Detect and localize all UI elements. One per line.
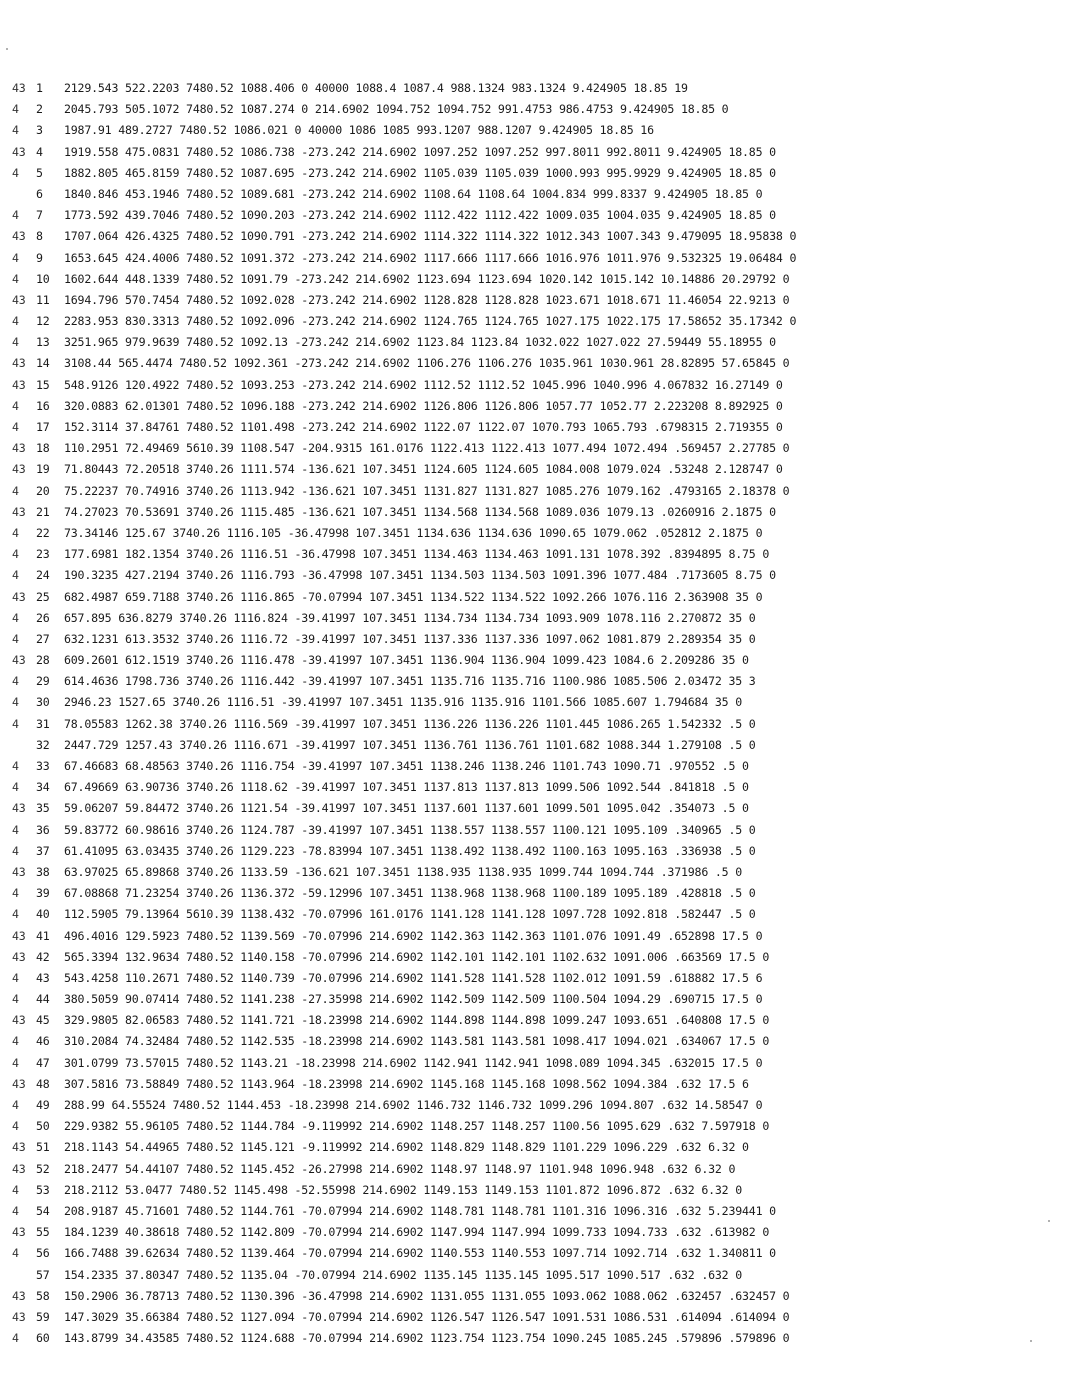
row-mark: 4 bbox=[12, 250, 19, 265]
table-row bbox=[12, 968, 1062, 989]
row-number: 19 bbox=[36, 462, 50, 477]
row-values: 3251.965 979.9639 7480.52 1092.13 -273.242 214.6902 1123.84 1123.84 1032.022 1027.022 27.59449 55.18955 0 bbox=[64, 335, 776, 350]
row-mark: 43 bbox=[12, 589, 26, 604]
table-row bbox=[12, 523, 1062, 544]
row-number: 45 bbox=[36, 1013, 50, 1028]
row-mark: 4 bbox=[12, 1182, 19, 1197]
row-mark: 4 bbox=[12, 568, 19, 583]
row-values: 73.34146 125.67 3740.26 1116.105 -36.47998 107.3451 1134.636 1134.636 1090.65 1079.062 .052812 2.1875 0 bbox=[64, 525, 763, 540]
table-row bbox=[12, 226, 1062, 247]
table-row bbox=[12, 99, 1062, 120]
row-values: 1773.592 439.7046 7480.52 1090.203 -273.242 214.6902 1112.422 1112.422 1009.035 1004.035 9.424905 18.85 0 bbox=[64, 208, 776, 223]
table-row bbox=[12, 1328, 1062, 1349]
row-number: 20 bbox=[36, 483, 50, 498]
row-mark: 43 bbox=[12, 462, 26, 477]
row-mark: 43 bbox=[12, 292, 26, 307]
row-values: 67.46683 68.48563 3740.26 1116.754 -39.41997 107.3451 1138.246 1138.246 1101.743 1090.71 .970552 .5 0 bbox=[64, 759, 749, 773]
row-mark: 4 bbox=[12, 1331, 19, 1346]
row-mark: 4 bbox=[12, 886, 19, 901]
row-number: 22 bbox=[36, 525, 50, 540]
row-mark: 4 bbox=[12, 843, 19, 858]
table-row bbox=[12, 629, 1062, 650]
row-number: 49 bbox=[36, 1098, 50, 1112]
row-mark: 4 bbox=[12, 970, 19, 985]
table-row bbox=[12, 735, 1062, 756]
row-values: 2045.793 505.1072 7480.52 1087.274 0 214.6902 1094.752 1094.752 991.4753 986.4753 9.424905 18.85 0 bbox=[64, 102, 729, 117]
row-number: 41 bbox=[36, 928, 50, 943]
row-number: 42 bbox=[36, 949, 50, 964]
row-mark: 4 bbox=[12, 314, 19, 329]
row-mark: 43 bbox=[12, 1161, 26, 1176]
row-values: 2447.729 1257.43 3740.26 1116.671 -39.41997 107.3451 1136.761 1136.761 1101.682 1088.344 1.279108 .5 0 bbox=[64, 737, 756, 752]
row-number: 26 bbox=[36, 610, 50, 625]
row-mark: 4 bbox=[12, 631, 19, 646]
row-values: 3108.44 565.4474 7480.52 1092.361 -273.242 214.6902 1106.276 1106.276 1035.961 1030.961 28.82895 57.65845 0 bbox=[64, 356, 790, 371]
row-values: 110.2951 72.49469 5610.39 1108.547 -204.9315 161.0176 1122.413 1122.413 1077.494 1072.494 .569457 2.27785 0 bbox=[64, 441, 790, 456]
row-number: 37 bbox=[36, 843, 50, 858]
row-values: 143.8799 34.43585 7480.52 1124.688 -70.07994 214.6902 1123.754 1123.754 1090.245 1085.245 .579896 .579896 0 bbox=[64, 1331, 790, 1346]
row-values: 152.3114 37.84761 7480.52 1101.498 -273.242 214.6902 1122.07 1122.07 1070.793 1065.793 .6798315 2.719355 0 bbox=[64, 420, 783, 434]
table-row bbox=[12, 1031, 1062, 1052]
row-number: 59 bbox=[36, 1309, 50, 1324]
table-row bbox=[12, 205, 1062, 226]
row-values: 112.5905 79.13964 5610.39 1138.432 -70.07996 161.0176 1141.128 1141.128 1097.728 1092.818 .582447 .5 0 bbox=[64, 907, 756, 922]
row-values: 61.41095 63.03435 3740.26 1129.223 -78.83994 107.3451 1138.492 1138.492 1100.163 1095.163 .336938 .5 0 bbox=[64, 843, 756, 858]
row-number: 40 bbox=[36, 907, 50, 922]
row-mark: 43 bbox=[12, 1288, 26, 1303]
table-row bbox=[12, 989, 1062, 1010]
row-mark: 43 bbox=[12, 653, 26, 668]
table-row bbox=[12, 248, 1062, 269]
row-values: 657.895 636.8279 3740.26 1116.824 -39.41997 107.3451 1134.734 1134.734 1093.909 1078.116 2.270872 35 0 bbox=[64, 610, 756, 625]
row-values: 190.3235 427.2194 3740.26 1116.793 -36.47998 107.3451 1134.503 1134.503 1091.396 1077.484 .7173605 8.75 0 bbox=[64, 568, 776, 583]
table-row bbox=[12, 565, 1062, 586]
row-number: 51 bbox=[36, 1140, 50, 1155]
row-values: 565.3394 132.9634 7480.52 1140.158 -70.07996 214.6902 1142.101 1142.101 1102.632 1091.006 .663569 17.5 0 bbox=[64, 949, 770, 964]
table-row bbox=[12, 671, 1062, 692]
row-values: 380.5059 90.07414 7480.52 1141.238 -27.35998 214.6902 1142.509 1142.509 1100.504 1094.29 .690715 17.5 0 bbox=[64, 992, 763, 1007]
row-number: 36 bbox=[36, 822, 50, 837]
row-values: 78.05583 1262.38 3740.26 1116.569 -39.41997 107.3451 1136.226 1136.226 1101.445 1086.265 1.542332 .5 0 bbox=[64, 716, 756, 731]
row-values: 614.4636 1798.736 3740.26 1116.442 -39.41997 107.3451 1135.716 1135.716 1100.986 1085.506 2.03472 35 3 bbox=[64, 674, 756, 689]
row-number: 39 bbox=[36, 886, 50, 901]
row-mark: 43 bbox=[12, 144, 26, 159]
row-values: 609.2601 612.1519 3740.26 1116.478 -39.41997 107.3451 1136.904 1136.904 1099.423 1084.6 2.209286 35 0 bbox=[64, 653, 749, 668]
row-values: 59.06207 59.84472 3740.26 1121.54 -39.41997 107.3451 1137.601 1137.601 1099.501 1095.042 .354073 .5 0 bbox=[64, 801, 749, 816]
row-values: 184.1239 40.38618 7480.52 1142.809 -70.07994 214.6902 1147.994 1147.994 1099.733 1094.733 .632 .613982 0 bbox=[64, 1225, 770, 1240]
row-values: 177.6981 182.1354 3740.26 1116.51 -36.47998 107.3451 1134.463 1134.463 1091.131 1078.392 .8394895 8.75 0 bbox=[64, 547, 770, 562]
row-number: 27 bbox=[36, 631, 50, 646]
row-number: 35 bbox=[36, 801, 50, 816]
table-row bbox=[12, 396, 1062, 417]
row-values: 166.7488 39.62634 7480.52 1139.464 -70.07994 214.6902 1140.553 1140.553 1097.714 1092.714 .632 1.340811 0 bbox=[64, 1246, 776, 1261]
row-mark: 4 bbox=[12, 695, 19, 710]
row-number: 10 bbox=[36, 271, 50, 286]
row-mark: 4 bbox=[12, 1119, 19, 1134]
row-values: 218.2112 53.0477 7480.52 1145.498 -52.55998 214.6902 1149.153 1149.153 1101.872 1096.872 .632 6.32 0 bbox=[64, 1182, 743, 1197]
row-mark: 4 bbox=[12, 674, 19, 689]
table-row bbox=[12, 947, 1062, 968]
row-number: 30 bbox=[36, 695, 50, 710]
table-row bbox=[12, 883, 1062, 904]
row-mark: 4 bbox=[12, 165, 19, 180]
row-mark: 4 bbox=[12, 525, 19, 540]
row-number: 55 bbox=[36, 1225, 50, 1240]
scan-speck bbox=[1048, 1220, 1050, 1222]
row-values: 310.2084 74.32484 7480.52 1142.535 -18.23998 214.6902 1143.581 1143.581 1098.417 1094.021 .634067 17.5 0 bbox=[64, 1034, 770, 1049]
table-row bbox=[12, 587, 1062, 608]
table-row bbox=[12, 798, 1062, 819]
row-mark: 4 bbox=[12, 398, 19, 413]
row-number: 47 bbox=[36, 1055, 50, 1070]
row-values: 1694.796 570.7454 7480.52 1092.028 -273.242 214.6902 1128.828 1128.828 1023.671 1018.671 11.46054 22.9213 0 bbox=[64, 292, 790, 307]
row-mark: 4 bbox=[12, 759, 19, 773]
row-values: 1840.846 453.1946 7480.52 1089.681 -273.242 214.6902 1108.64 1108.64 1004.834 999.8337 9.424905 18.85 0 bbox=[64, 186, 763, 201]
table-row bbox=[12, 142, 1062, 163]
row-values: 147.3029 35.66384 7480.52 1127.094 -70.07994 214.6902 1126.547 1126.547 1091.531 1086.531 .614094 .614094 0 bbox=[64, 1309, 790, 1324]
table-row bbox=[12, 841, 1062, 862]
row-mark: 4 bbox=[12, 483, 19, 498]
table-row bbox=[12, 332, 1062, 353]
row-values: 67.49669 63.90736 3740.26 1118.62 -39.41997 107.3451 1137.813 1137.813 1099.506 1092.544 .841818 .5 0 bbox=[64, 780, 749, 795]
row-values: 218.2477 54.44107 7480.52 1145.452 -26.27998 214.6902 1148.97 1148.97 1101.948 1096.948 .632 6.32 0 bbox=[64, 1161, 736, 1176]
table-row bbox=[12, 353, 1062, 374]
row-mark: 43 bbox=[12, 81, 26, 95]
row-values: 74.27023 70.53691 3740.26 1115.485 -136.621 107.3451 1134.568 1134.568 1089.036 1079.13 .0260916 2.1875 0 bbox=[64, 504, 776, 519]
table-row bbox=[12, 311, 1062, 332]
row-number: 23 bbox=[36, 547, 50, 562]
row-mark: 4 bbox=[12, 1055, 19, 1070]
row-mark: 4 bbox=[12, 208, 19, 223]
row-number: 12 bbox=[36, 314, 50, 329]
table-row bbox=[12, 459, 1062, 480]
table-row bbox=[12, 544, 1062, 565]
row-values: 150.2906 36.78713 7480.52 1130.396 -36.47998 214.6902 1131.055 1131.055 1093.062 1088.062 .632457 .632457 0 bbox=[64, 1288, 790, 1303]
row-values: 543.4258 110.2671 7480.52 1140.739 -70.07996 214.6902 1141.528 1141.528 1102.012 1091.59 .618882 17.5 6 bbox=[64, 970, 763, 985]
row-number: 57 bbox=[36, 1267, 50, 1282]
row-values: 329.9805 82.06583 7480.52 1141.721 -18.23998 214.6902 1144.898 1144.898 1099.247 1093.651 .640808 17.5 0 bbox=[64, 1013, 770, 1028]
row-mark: 4 bbox=[12, 780, 19, 795]
table-row bbox=[12, 1053, 1062, 1074]
row-number: 14 bbox=[36, 356, 50, 371]
table-row bbox=[12, 163, 1062, 184]
row-mark: 43 bbox=[12, 1013, 26, 1028]
row-number: 46 bbox=[36, 1034, 50, 1049]
table-row bbox=[12, 650, 1062, 671]
row-values: 1882.805 465.8159 7480.52 1087.695 -273.242 214.6902 1105.039 1105.039 1000.993 995.9929 9.424905 18.85 0 bbox=[64, 165, 776, 180]
row-mark: 43 bbox=[12, 441, 26, 456]
table-row bbox=[12, 1010, 1062, 1031]
row-number: 11 bbox=[36, 292, 50, 307]
row-values: 75.22237 70.74916 3740.26 1113.942 -136.621 107.3451 1131.827 1131.827 1085.276 1079.162 .4793165 2.18378 0 bbox=[64, 483, 790, 498]
row-number: 48 bbox=[36, 1076, 50, 1091]
row-mark: 43 bbox=[12, 928, 26, 943]
table-row bbox=[12, 269, 1062, 290]
table-row bbox=[12, 1286, 1062, 1307]
row-values: 1987.91 489.2727 7480.52 1086.021 0 40000 1086 1085 993.1207 988.1207 9.424905 18.85 16 bbox=[64, 123, 654, 138]
row-number: 53 bbox=[36, 1182, 50, 1197]
table-row bbox=[12, 862, 1062, 883]
row-number: 17 bbox=[36, 420, 50, 434]
table-row bbox=[12, 926, 1062, 947]
table-row bbox=[12, 184, 1062, 205]
row-mark: 4 bbox=[12, 907, 19, 922]
row-values: 59.83772 60.98616 3740.26 1124.787 -39.41997 107.3451 1138.557 1138.557 1100.121 1095.109 .340965 .5 0 bbox=[64, 822, 756, 837]
row-number: 9 bbox=[36, 250, 43, 265]
table-row bbox=[12, 904, 1062, 925]
row-mark: 43 bbox=[12, 801, 26, 816]
scan-speck bbox=[6, 48, 8, 50]
row-values: 2283.953 830.3313 7480.52 1092.096 -273.242 214.6902 1124.765 1124.765 1027.175 1022.175 17.58652 35.17342 0 bbox=[64, 314, 797, 329]
data-table bbox=[12, 78, 1062, 1349]
table-row bbox=[12, 1137, 1062, 1158]
row-number: 6 bbox=[36, 186, 43, 201]
table-row bbox=[12, 1201, 1062, 1222]
row-values: 71.80443 72.20518 3740.26 1111.574 -136.621 107.3451 1124.605 1124.605 1084.008 1079.024 .53248 2.128747 0 bbox=[64, 462, 783, 477]
row-number: 3 bbox=[36, 123, 43, 138]
row-values: 63.97025 65.89868 3740.26 1133.59 -136.621 107.3451 1138.935 1138.935 1099.744 1094.744 .371986 .5 0 bbox=[64, 864, 743, 879]
table-row bbox=[12, 1243, 1062, 1264]
row-values: 218.1143 54.44965 7480.52 1145.121 -9.119992 214.6902 1148.829 1148.829 1101.229 1096.229 .632 6.32 0 bbox=[64, 1140, 749, 1155]
row-mark: 4 bbox=[12, 1203, 19, 1218]
row-values: 1602.644 448.1339 7480.52 1091.79 -273.242 214.6902 1123.694 1123.694 1020.142 1015.142 10.14886 20.29792 0 bbox=[64, 271, 790, 286]
row-values: 208.9187 45.71601 7480.52 1144.761 -70.07994 214.6902 1148.781 1148.781 1101.316 1096.316 .632 5.239441 0 bbox=[64, 1203, 776, 1218]
row-number: 34 bbox=[36, 780, 50, 795]
row-values: 2946.23 1527.65 3740.26 1116.51 -39.41997 107.3451 1135.916 1135.916 1101.566 1085.607 1.794684 35 0 bbox=[64, 695, 743, 710]
row-number: 38 bbox=[36, 864, 50, 879]
table-row bbox=[12, 714, 1062, 735]
scan-speck bbox=[1030, 1340, 1032, 1342]
row-number: 32 bbox=[36, 737, 50, 752]
row-values: 67.08868 71.23254 3740.26 1136.372 -59.12996 107.3451 1138.968 1138.968 1100.189 1095.189 .428818 .5 0 bbox=[64, 886, 756, 901]
row-mark: 4 bbox=[12, 610, 19, 625]
row-number: 24 bbox=[36, 568, 50, 583]
row-mark: 4 bbox=[12, 1246, 19, 1261]
row-mark: 43 bbox=[12, 1309, 26, 1324]
table-row bbox=[12, 820, 1062, 841]
table-row bbox=[12, 417, 1062, 438]
row-mark: 4 bbox=[12, 123, 19, 138]
table-row bbox=[12, 375, 1062, 396]
row-number: 31 bbox=[36, 716, 50, 731]
row-values: 320.0883 62.01301 7480.52 1096.188 -273.242 214.6902 1126.806 1126.806 1057.77 1052.77 2.223208 8.892925 0 bbox=[64, 398, 783, 413]
row-number: 56 bbox=[36, 1246, 50, 1261]
row-number: 18 bbox=[36, 441, 50, 456]
row-number: 58 bbox=[36, 1288, 50, 1303]
row-values: 288.99 64.55524 7480.52 1144.453 -18.23998 214.6902 1146.732 1146.732 1099.296 1094.807 .632 14.58547 0 bbox=[64, 1098, 763, 1112]
row-values: 301.0799 73.57015 7480.52 1143.21 -18.23998 214.6902 1142.941 1142.941 1098.089 1094.345 .632015 17.5 0 bbox=[64, 1055, 763, 1070]
row-mark: 43 bbox=[12, 504, 26, 519]
row-mark: 4 bbox=[12, 1034, 19, 1049]
row-mark: 43 bbox=[12, 949, 26, 964]
row-number: 13 bbox=[36, 335, 50, 350]
row-number: 25 bbox=[36, 589, 50, 604]
row-mark: 4 bbox=[12, 420, 19, 434]
table-row bbox=[12, 438, 1062, 459]
table-row bbox=[12, 1074, 1062, 1095]
table-row bbox=[12, 777, 1062, 798]
row-values: 632.1231 613.3532 3740.26 1116.72 -39.41997 107.3451 1137.336 1137.336 1097.062 1081.879 2.289354 35 0 bbox=[64, 631, 756, 646]
table-row bbox=[12, 502, 1062, 523]
row-number: 1 bbox=[36, 81, 43, 95]
row-values: 2129.543 522.2203 7480.52 1088.406 0 40000 1088.4 1087.4 988.1324 983.1324 9.424905 18.85 19 bbox=[64, 81, 688, 95]
row-values: 1707.064 426.4325 7480.52 1090.791 -273.242 214.6902 1114.322 1114.322 1012.343 1007.343 9.479095 18.95838 0 bbox=[64, 229, 797, 244]
table-row bbox=[12, 120, 1062, 141]
row-number: 2 bbox=[36, 102, 43, 117]
row-mark: 43 bbox=[12, 1225, 26, 1240]
table-row bbox=[12, 756, 1062, 777]
row-number: 33 bbox=[36, 759, 50, 773]
table-row bbox=[12, 481, 1062, 502]
row-number: 52 bbox=[36, 1161, 50, 1176]
row-number: 60 bbox=[36, 1331, 50, 1346]
row-values: 307.5816 73.58849 7480.52 1143.964 -18.23998 214.6902 1145.168 1145.168 1098.562 1094.384 .632 17.5 6 bbox=[64, 1076, 749, 1091]
table-row bbox=[12, 78, 1062, 99]
row-mark: 43 bbox=[12, 1140, 26, 1155]
row-number: 21 bbox=[36, 504, 50, 519]
row-mark: 4 bbox=[12, 547, 19, 562]
row-values: 1919.558 475.0831 7480.52 1086.738 -273.242 214.6902 1097.252 1097.252 997.8011 992.8011 9.424905 18.85 0 bbox=[64, 144, 776, 159]
table-row bbox=[12, 1307, 1062, 1328]
row-mark: 4 bbox=[12, 716, 19, 731]
row-mark: 43 bbox=[12, 229, 26, 244]
row-number: 28 bbox=[36, 653, 50, 668]
row-number: 44 bbox=[36, 992, 50, 1007]
row-number: 43 bbox=[36, 970, 50, 985]
row-number: 50 bbox=[36, 1119, 50, 1134]
row-values: 682.4987 659.7188 3740.26 1116.865 -70.07994 107.3451 1134.522 1134.522 1092.266 1076.116 2.363908 35 0 bbox=[64, 589, 763, 604]
row-values: 496.4016 129.5923 7480.52 1139.569 -70.07996 214.6902 1142.363 1142.363 1101.076 1091.49 .652898 17.5 0 bbox=[64, 928, 763, 943]
row-values: 229.9382 55.96105 7480.52 1144.784 -9.119992 214.6902 1148.257 1148.257 1100.56 1095.629 .632 7.597918 0 bbox=[64, 1119, 770, 1134]
row-mark: 4 bbox=[12, 271, 19, 286]
row-values: 154.2335 37.80347 7480.52 1135.04 -70.07994 214.6902 1135.145 1135.145 1095.517 1090.517 .632 .632 0 bbox=[64, 1267, 743, 1282]
row-number: 29 bbox=[36, 674, 50, 689]
row-number: 15 bbox=[36, 377, 50, 392]
row-number: 4 bbox=[36, 144, 43, 159]
table-row bbox=[12, 1180, 1062, 1201]
row-mark: 4 bbox=[12, 102, 19, 117]
row-values: 548.9126 120.4922 7480.52 1093.253 -273.242 214.6902 1112.52 1112.52 1045.996 1040.996 4.067832 16.27149 0 bbox=[64, 377, 783, 392]
row-number: 54 bbox=[36, 1203, 50, 1218]
row-mark: 4 bbox=[12, 822, 19, 837]
row-number: 7 bbox=[36, 208, 43, 223]
row-mark: 43 bbox=[12, 377, 26, 392]
table-row bbox=[12, 1159, 1062, 1180]
table-row bbox=[12, 608, 1062, 629]
row-mark: 43 bbox=[12, 1076, 26, 1091]
row-number: 8 bbox=[36, 229, 43, 244]
table-row bbox=[12, 290, 1062, 311]
row-values: 1653.645 424.4006 7480.52 1091.372 -273.242 214.6902 1117.666 1117.666 1016.976 1011.976 9.532325 19.06484 0 bbox=[64, 250, 797, 265]
row-mark: 43 bbox=[12, 864, 26, 879]
table-row bbox=[12, 1265, 1062, 1286]
table-row bbox=[12, 1116, 1062, 1137]
row-mark: 4 bbox=[12, 335, 19, 350]
row-mark: 4 bbox=[12, 992, 19, 1007]
row-number: 16 bbox=[36, 398, 50, 413]
row-mark: 43 bbox=[12, 356, 26, 371]
row-mark: 4 bbox=[12, 1098, 19, 1112]
table-row bbox=[12, 692, 1062, 713]
table-row bbox=[12, 1222, 1062, 1243]
table-row bbox=[12, 1095, 1062, 1116]
row-number: 5 bbox=[36, 165, 43, 180]
